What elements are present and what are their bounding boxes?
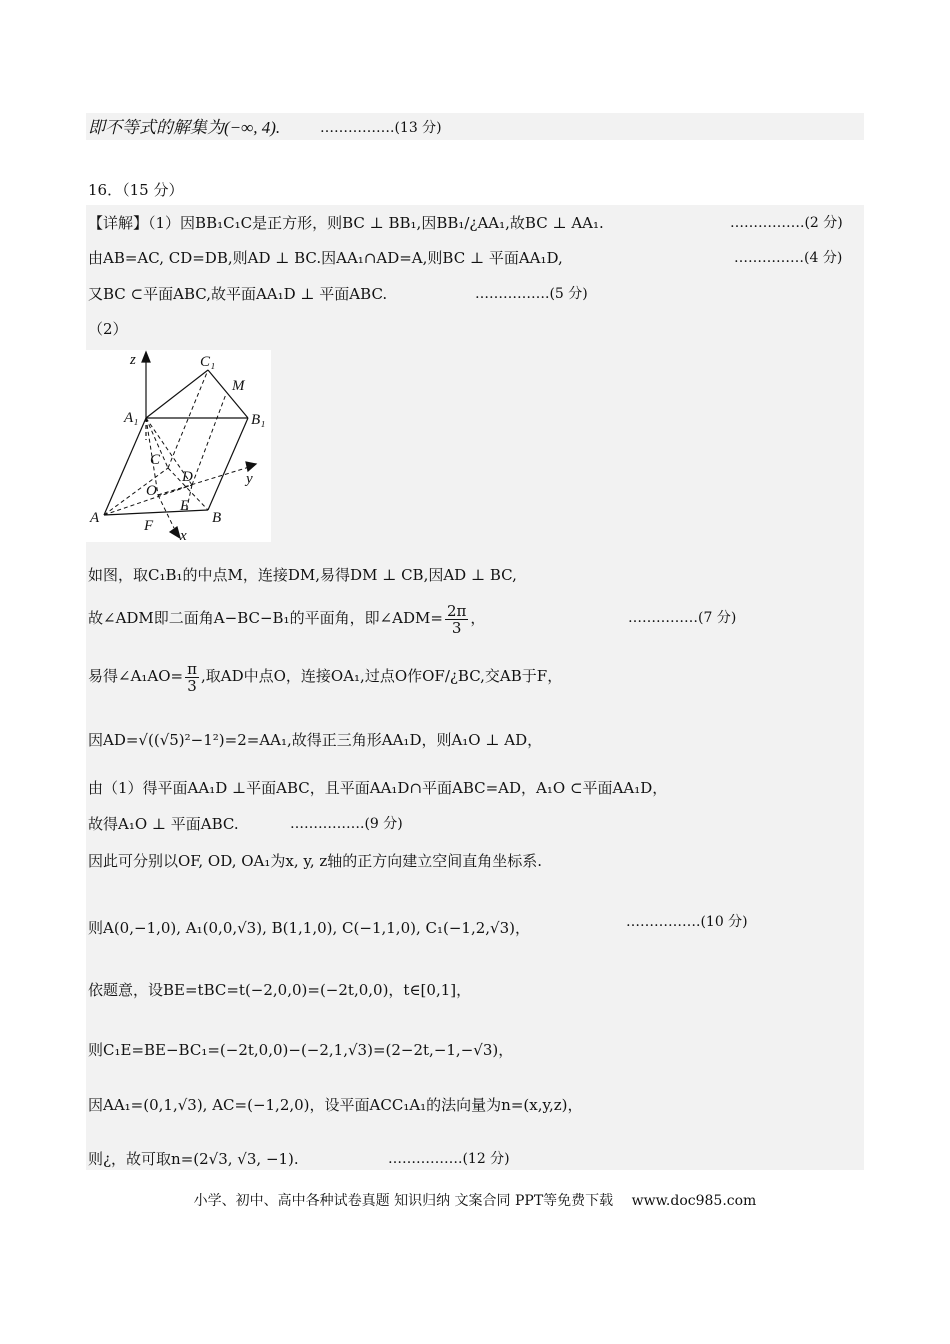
label-a: A: [90, 510, 100, 526]
label-c1: C₁: [200, 354, 216, 370]
label-z: z: [130, 352, 136, 368]
part2-line1: 如图，取C₁B₁的中点M，连接DM,易得DM ⊥ CB,因AD ⊥ BC,: [88, 566, 517, 584]
label-y: y: [246, 471, 253, 487]
page-footer: 小学、初中、高中各种试卷真题 知识归纳 文案合同 PPT等免费下载 www.doc985.com: [193, 1193, 757, 1209]
label-d: D: [182, 469, 193, 485]
part2-line7: 因此可分别以OF, OD, OA₁为x, y, z轴的正方向建立空间直角坐标系.: [88, 852, 543, 870]
score-12: …………….(12 分): [388, 1151, 510, 1167]
question-16-heading: 16．（15 分）: [88, 181, 184, 199]
part2-line3: 易得∠A₁AO= $\frac{\pi}{3}$ ,取AD中点O，连接OA₁,过点O作OF/¿BC,交AB于F，: [88, 659, 563, 695]
score-4: ……………(4 分): [734, 250, 843, 266]
part2-line11: 因AA₁=(0,1,√3), AC=(−1,2,0)，设平面ACC₁A₁的法向量为n=(x,y,z)，: [88, 1096, 583, 1114]
label-f: F: [144, 518, 154, 534]
label-c: C: [150, 452, 161, 468]
fraction-pi-3: $\frac{\pi}{3}$: [187, 659, 197, 695]
label-a1: A₁: [124, 410, 139, 426]
detail-part1-line2: 由AB=AC, CD=DB,则AD ⊥ BC.因AA₁∩AD=A,则BC ⊥ 平面AA₁D,: [88, 249, 563, 267]
label-b: B: [212, 510, 222, 526]
label-x: x: [180, 528, 187, 542]
part2-label: （2）: [88, 320, 128, 338]
score-13: …………….(13 分): [320, 120, 442, 136]
score-10: …………….(10 分): [626, 914, 748, 930]
part2-line5: 由（1）得平面AA₁D ⊥平面ABC，且平面AA₁D∩平面ABC=AD，A₁O ⊂平面AA₁D，: [88, 779, 668, 797]
solution-set-line: 即不等式的解集为(−∞, 4).: [88, 118, 281, 137]
detail-part1-line3: 又BC ⊂平面ABC,故平面AA₁D ⊥ 平面ABC.: [88, 285, 388, 303]
label-b1: B₁: [251, 412, 266, 428]
score-7: ……………(7 分): [628, 610, 737, 626]
label-o: O: [146, 483, 157, 499]
part2-line4: 因AD=√((√5)²−1²)=2=AA₁,故得正三角形AA₁D，则A₁O ⊥ AD，: [88, 731, 543, 749]
fraction-2pi-3: $\frac{2\pi}{3}$: [446, 601, 467, 637]
part2-line6: 故得A₁O ⊥ 平面ABC.: [88, 815, 239, 833]
part2-line10: 则C₁E=BE−BC₁=(−2t,0,0)−(−2,1,√3)=(2−2t,−1,−√3)，: [88, 1041, 514, 1059]
score-9: …………….(9 分): [290, 816, 403, 832]
part2-line2: 故∠ADM即二面角A−BC−B₁的平面角，即∠ADM= $\frac{2\pi}{3}$ ，: [88, 601, 486, 637]
part2-line9: 依题意，设BE=tBC=t(−2,0,0)=(−2t,0,0)，t∈[0,1]，: [88, 981, 472, 999]
label-m: M: [232, 378, 245, 394]
label-e: E: [180, 498, 190, 514]
part2-line12: 则¿，故可取n=(2√3, √3, −1).: [88, 1150, 299, 1168]
score-2: …………….(2 分): [730, 215, 843, 231]
detail-part1-line1: 【详解】（1）因BB₁C₁C是正方形，则BC ⊥ BB₁,因BB₁/¿AA₁,故BC ⊥ AA₁.: [88, 214, 604, 232]
prism-figure: [86, 350, 271, 542]
part2-line8: 则A(0,−1,0), A₁(0,0,√3), B(1,1,0), C(−1,1,0), C₁(−1,2,√3)，: [88, 919, 530, 937]
score-5: …………….(5 分): [475, 286, 588, 302]
